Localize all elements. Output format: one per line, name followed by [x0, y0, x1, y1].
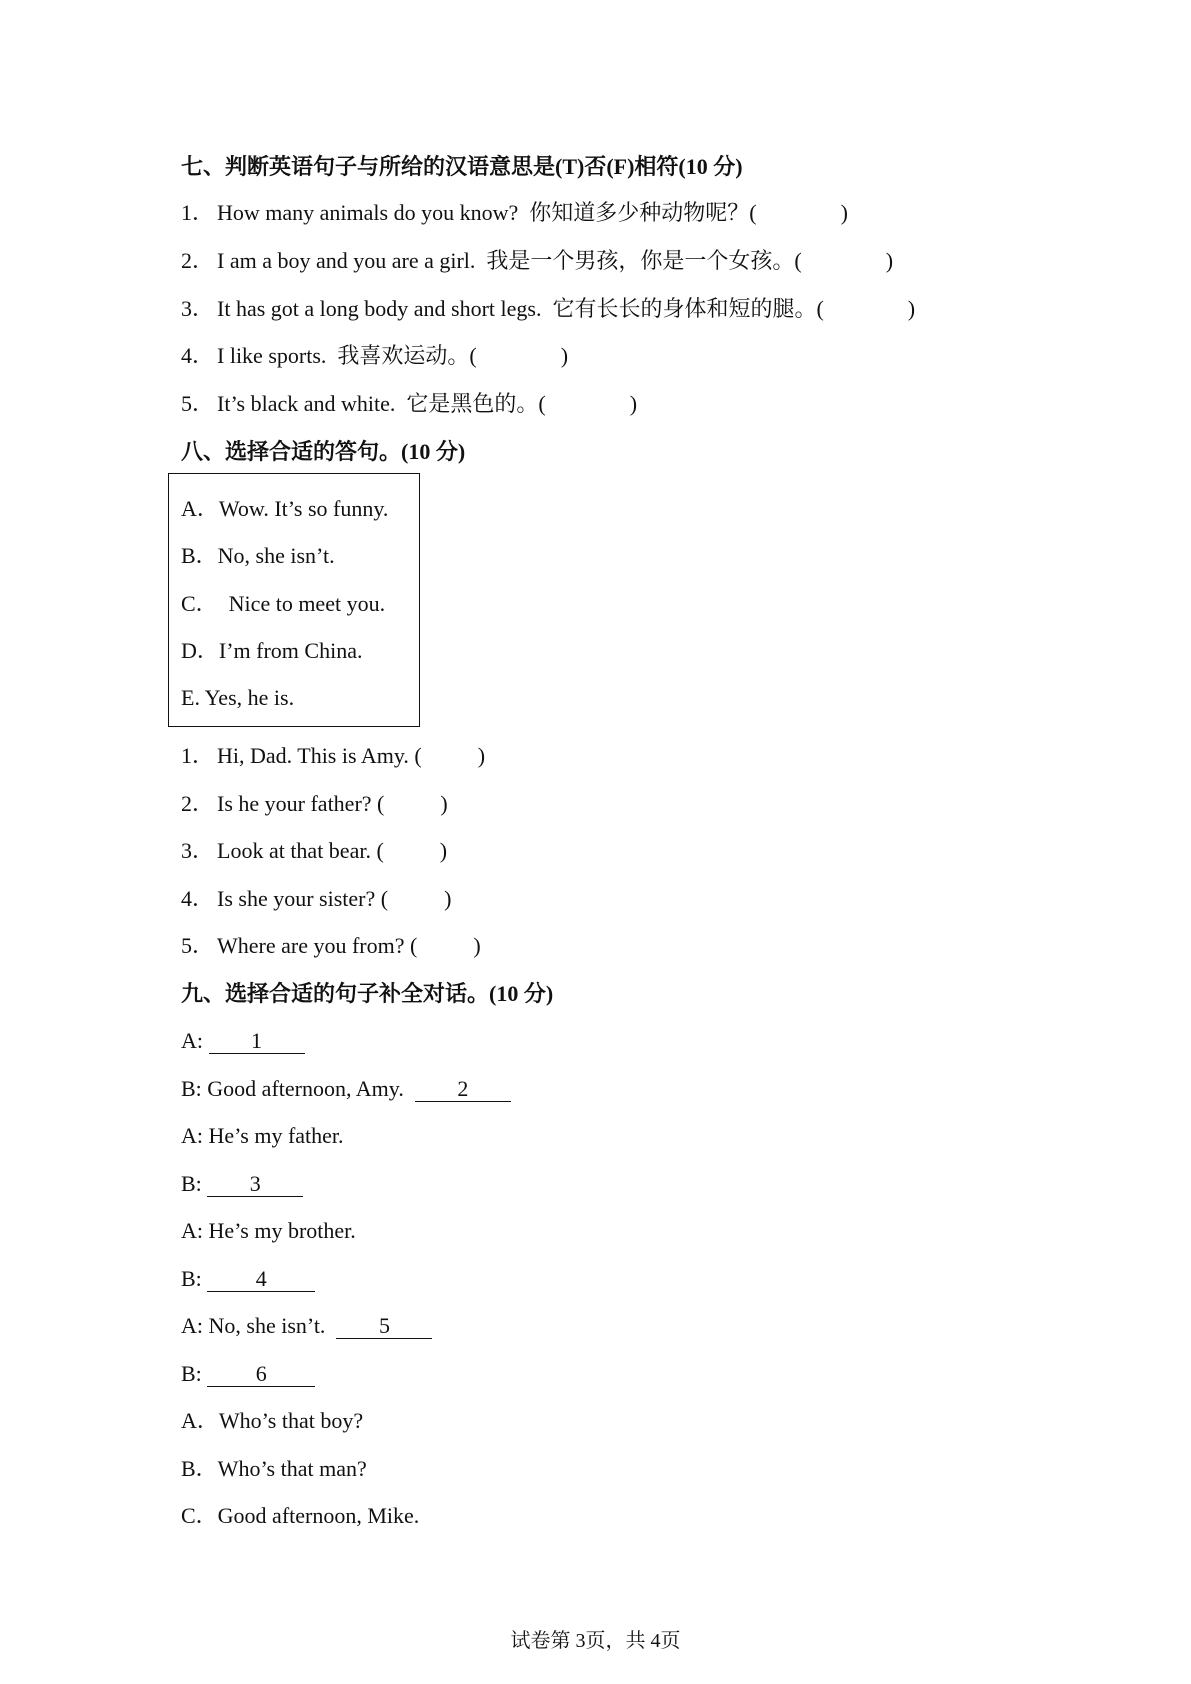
section-7-item-4: 4． I like sports. 我喜欢运动。( ) — [181, 343, 569, 368]
page-footer: 试卷第 3页，共 4页 — [510, 1630, 681, 1652]
dialogue-option-b: B．Who’s that man? — [181, 1456, 367, 1481]
answer-option-c: C． Nice to meet you. — [181, 591, 386, 616]
section-7-heading: 七、判断英语句子与所给的汉语意思是(T)否(F)相符(10 分) — [181, 154, 743, 179]
section-8-item-5: 5． Where are you from? ( ) — [181, 933, 481, 958]
section-7-item-1: 1． How many animals do you know? 你知道多少种动物呢？( ) — [181, 200, 848, 225]
answer-blank-1[interactable]: 1 — [209, 1029, 305, 1054]
section-7-item-5: 5． It’s black and white. 它是黑色的。( ) — [181, 391, 638, 416]
dialogue-option-a: A．Who’s that boy? — [181, 1408, 364, 1433]
answer-option-d: D．I’m from China. — [181, 638, 363, 663]
answer-option-a: A．Wow. It’s so funny. — [181, 496, 389, 521]
answer-blank-6[interactable]: 6 — [207, 1362, 315, 1387]
dialogue-option-c: C．Good afternoon, Mike. — [181, 1503, 420, 1528]
dialogue-line-6: B: 4 — [181, 1264, 315, 1294]
answer-blank-2[interactable]: 2 — [415, 1077, 511, 1102]
answer-blank-4[interactable]: 4 — [207, 1267, 315, 1292]
dialogue-line-4: B: 3 — [181, 1169, 303, 1199]
answer-blank-3[interactable]: 3 — [207, 1172, 303, 1197]
section-7-item-3: 3． It has got a long body and short legs. 它有长长的身体和短的腿。( ) — [181, 296, 916, 321]
answer-option-e: E. Yes, he is. — [181, 685, 295, 710]
dialogue-line-7: A: No, she isn’t. 5 — [181, 1311, 432, 1341]
section-9-heading: 九、选择合适的句子补全对话。(10 分) — [181, 981, 554, 1006]
dialogue-line-1: A: 1 — [181, 1026, 305, 1056]
section-8-item-2: 2． Is he your father? ( ) — [181, 791, 448, 816]
dialogue-line-8: B: 6 — [181, 1359, 315, 1389]
dialogue-line-3: A: He’s my father. — [181, 1123, 344, 1148]
section-8-item-1: 1． Hi, Dad. This is Amy. ( ) — [181, 743, 486, 768]
dialogue-line-5: A: He’s my brother. — [181, 1218, 356, 1243]
section-8-item-4: 4． Is she your sister? ( ) — [181, 886, 452, 911]
section-7-item-2: 2． I am a boy and you are a girl. 我是一个男孩，你是一个女孩。( ) — [181, 248, 894, 273]
section-8-heading: 八、选择合适的答句。(10 分) — [181, 439, 466, 464]
answer-option-b: B．No, she isn’t. — [181, 543, 335, 568]
answer-blank-5[interactable]: 5 — [336, 1314, 432, 1339]
section-8-item-3: 3． Look at that bear. ( ) — [181, 838, 448, 863]
dialogue-line-2: B: Good afternoon, Amy. 2 — [181, 1074, 511, 1104]
